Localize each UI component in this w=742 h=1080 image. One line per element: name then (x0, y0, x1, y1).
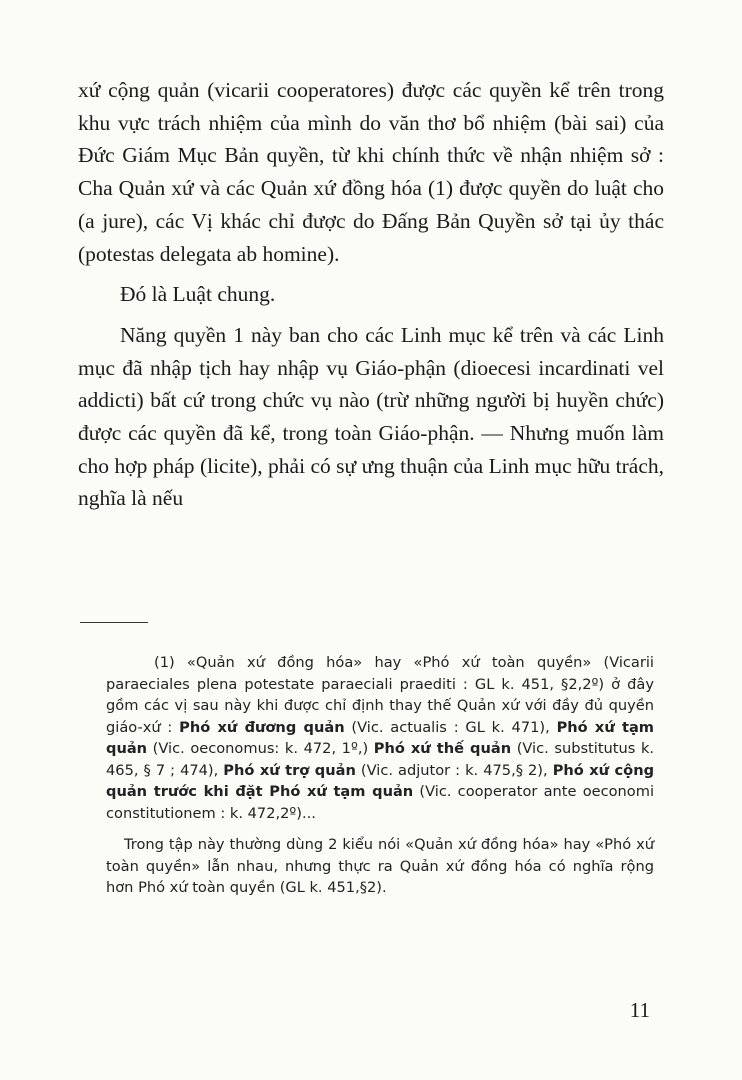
main-text (78, 74, 664, 515)
footnote-text-2: (Vic. actualis : GL k. 471), (351, 718, 550, 736)
footnote-text-4: (Vic. substitutus k. 465, § 7 ; 474), (106, 740, 655, 779)
footnote-term-2: Phó xứ tạm quản (106, 718, 655, 757)
footnote-text-5: (Vic. adjutor : k. 475,§ 2), (360, 761, 548, 779)
page-number: 11 (629, 998, 650, 1022)
paragraph-1: xứ cộng quản (vicarii cooperatores) được các quyền kể trên trong khu vực trách nhiệm của mình do văn thơ bổ nhiệm (bài sai) của Đức Giám Mục Bản quyền, từ khi chính thức về nhận nhiệm sở : Cha Quản xứ và các Quản xứ đồng hóa (1) được quyền do luật cho (a jure), các Vị khác chỉ được do Đấng Bản Quyền sở tại ủy thác (potestas delegata ab homine). (78, 78, 664, 266)
footnote-paragraph-2: Trong tập này thường dùng 2 kiểu nói «Quản xứ đồng hóa» hay «Phó xứ toàn quyền» lẫn nhau, nhưng thực ra Quản xứ đồng hóa có nghĩa rộng hơn Phó xứ toàn quyền (GL k. 451,§2). (106, 836, 654, 896)
paragraph-2: Đó là Luật chung. (120, 282, 276, 307)
footnote-term-3: Phó xứ thế quản (373, 740, 512, 757)
footnote-text-6: (Vic. cooperator ante oeconomi constitutionem : k. 472,2º)... (106, 783, 654, 822)
footnote-text-3: (Vic. oeconomus: k. 472, 1º,) (152, 740, 369, 757)
paragraph-3: Năng quyền 1 này ban cho các Linh mục kể trên và các Linh mục đã nhập tịch hay nhập vụ Giáo-phận (dioecesi incardinati vel addicti) bất cứ trong chức vụ nào (trừ những người bị huyền chức) được các quyền đã kể, trong toàn Giáo-phận. — Nhưng muốn làm cho hợp pháp (licite), phải có sự ưng thuận của Linh mục hữu trách, nghĩa là nếu (78, 322, 664, 511)
footnote-paragraph-1 (106, 652, 654, 824)
footnote-text-1: (1) «Quản xứ đồng hóa» hay «Phó xứ toàn quyền» (Vicarii paraeciales plena potestate paraeciali praediti : GL k. 451, §2,2º) ở đây gồm các vị sau này khi được chỉ định thay thế Quản xứ với đầy đủ quyền giáo-xứ : (106, 654, 654, 736)
footnote-term-1: Phó xứ đương quản (179, 718, 345, 736)
footnote-divider (80, 622, 148, 623)
footnote-term-4: Phó xứ trợ quản (223, 761, 356, 779)
footnote (106, 652, 654, 899)
footnote-term-5: Phó xứ cộng quản trước khi đặt Phó xứ tạm quản (106, 761, 655, 800)
